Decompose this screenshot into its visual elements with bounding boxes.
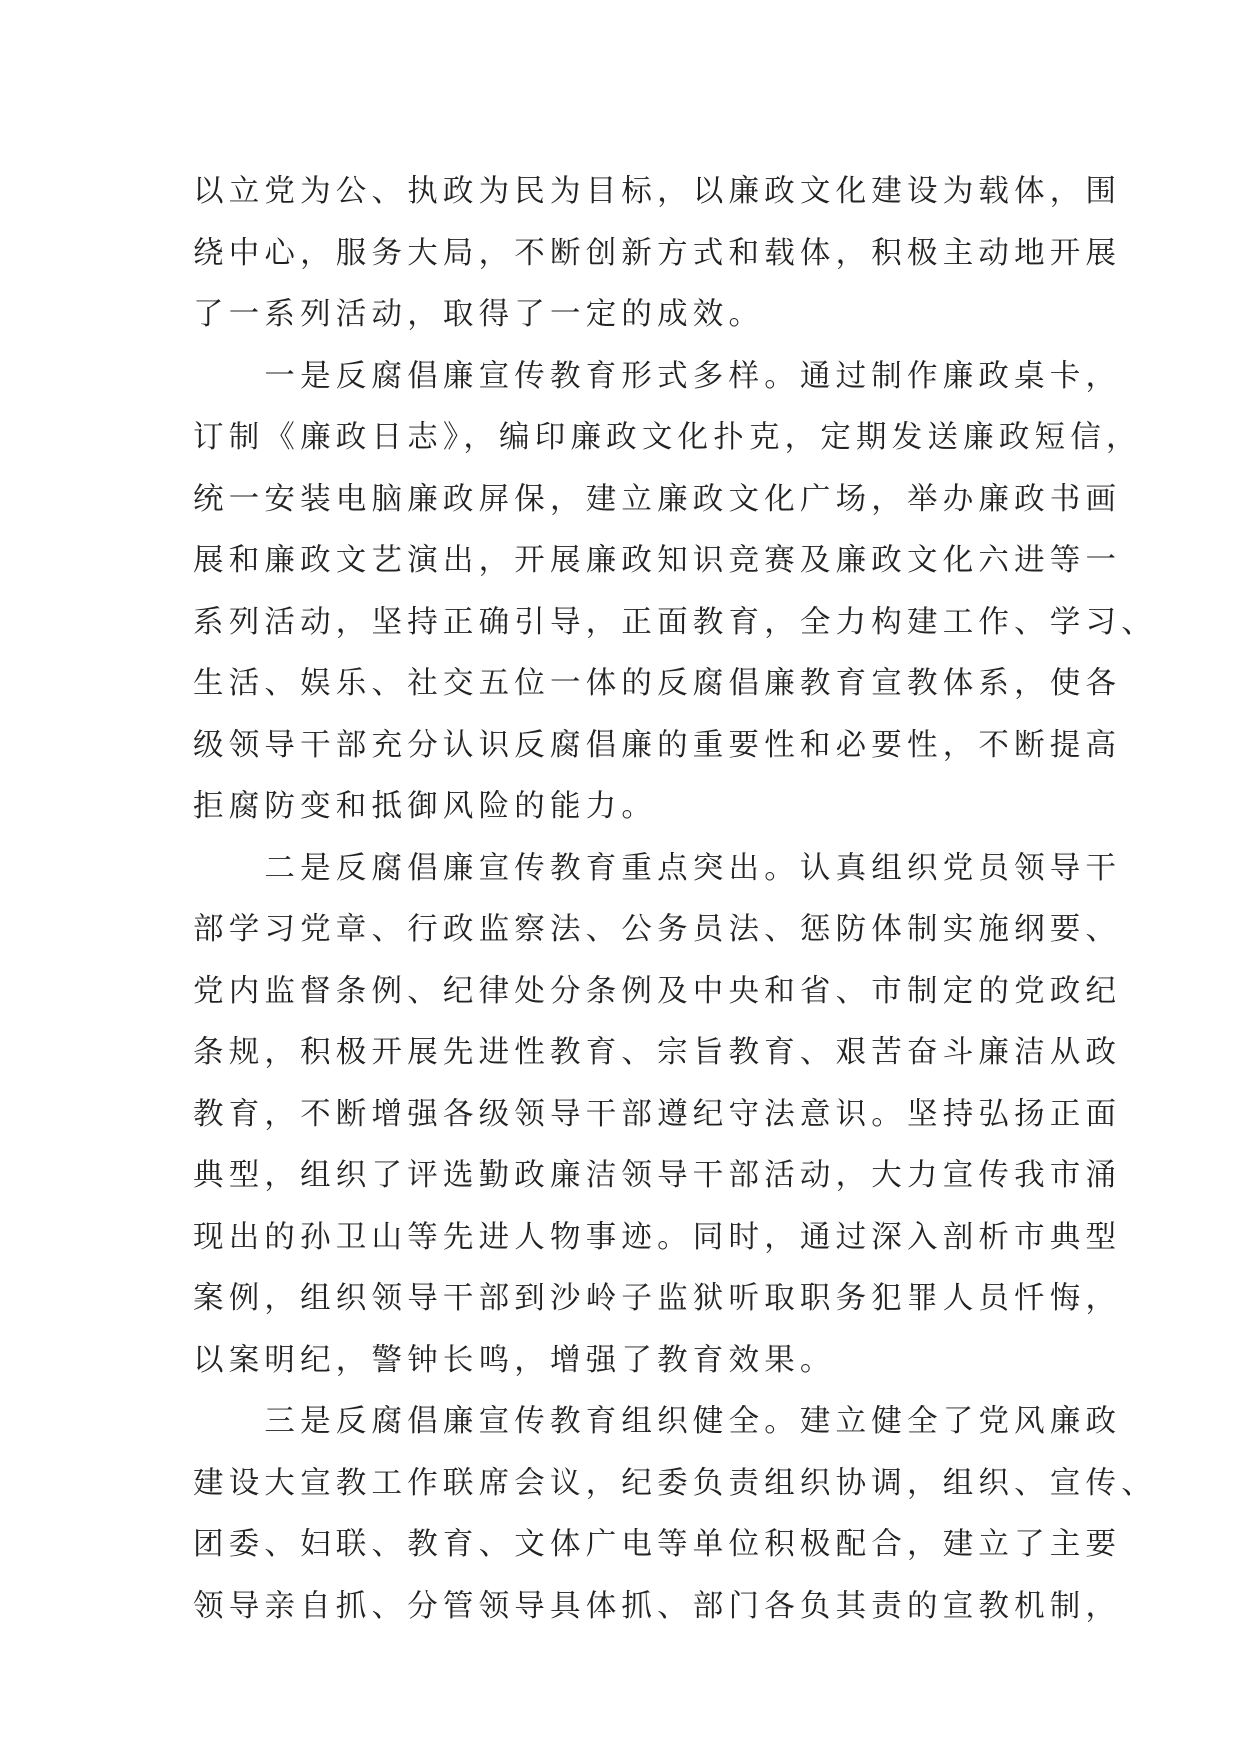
text-line: 二是反腐倡廉宣传教育重点突出。认真组织党员领导干 bbox=[193, 850, 1122, 886]
text-line: 以立党为公、执政为民为目标，以廉政文化建设为载体，围 bbox=[193, 174, 1122, 209]
text-line: 三是反腐倡廉宣传教育组织健全。建立健全了党风廉政 bbox=[193, 1404, 1122, 1439]
text-line: 展和廉政文艺演出，开展廉政知识竞赛及廉政文化六进等一 bbox=[193, 543, 1122, 578]
document-body bbox=[193, 161, 1157, 1637]
text-line: 团委、妇联、教育、文体广电等单位积极配合，建立了主要 bbox=[193, 1527, 1122, 1562]
paragraph-organization bbox=[193, 1391, 1157, 1637]
text-line: 领导亲自抓、分管领导具体抓、部门各负其责的宣教机制， bbox=[193, 1588, 1122, 1624]
text-line: 党内监督条例、纪律处分条例及中央和省、市制定的党政纪 bbox=[193, 973, 1122, 1009]
text-line: 系列活动，坚持正确引导，正面教育，全力构建工作、学习、 bbox=[193, 604, 1157, 640]
text-line: 生活、娱乐、社交五位一体的反腐倡廉教育宣教体系，使各 bbox=[193, 666, 1122, 701]
text-line: 教育，不断增强各级领导干部遵纪守法意识。坚持弘扬正面 bbox=[193, 1096, 1122, 1132]
text-line: 条规，积极开展先进性教育、宗旨教育、艰苦奋斗廉洁从政 bbox=[193, 1035, 1122, 1070]
text-line: 典型，组织了评选勤政廉洁领导干部活动，大力宣传我市涌 bbox=[193, 1158, 1122, 1193]
text-line: 一是反腐倡廉宣传教育形式多样。通过制作廉政桌卡， bbox=[193, 358, 1122, 394]
text-line: 部学习党章、行政监察法、公务员法、惩防体制实施纲要、 bbox=[193, 912, 1122, 947]
text-line: 现出的孙卫山等先进人物事迹。同时，通过深入剖析市典型 bbox=[193, 1219, 1122, 1255]
text-line: 以案明纪，警钟长鸣，增强了教育效果。 bbox=[193, 1342, 836, 1378]
paragraph-forms bbox=[193, 346, 1157, 838]
text-line: 案例，组织领导干部到沙岭子监狱听取职务犯罪人员忏悔， bbox=[193, 1281, 1122, 1316]
text-line: 订制《廉政日志》，编印廉政文化扑克，定期发送廉政短信， bbox=[193, 420, 1142, 455]
text-line: 绕中心，服务大局，不断创新方式和载体，积极主动地开展 bbox=[193, 235, 1122, 271]
text-line: 了一系列活动，取得了一定的成效。 bbox=[193, 297, 765, 332]
paragraph-focus bbox=[193, 838, 1122, 1392]
text-line: 统一安装电脑廉政屏保，建立廉政文化广场，举办廉政书画 bbox=[193, 481, 1122, 517]
paragraph-intro bbox=[193, 161, 1122, 346]
text-line: 拒腐防变和抵御风险的能力。 bbox=[193, 789, 658, 824]
text-line: 建设大宣教工作联席会议，纪委负责组织协调，组织、宣传、 bbox=[193, 1465, 1157, 1501]
text-line: 级领导干部充分认识反腐倡廉的重要性和必要性，不断提高 bbox=[193, 727, 1122, 763]
